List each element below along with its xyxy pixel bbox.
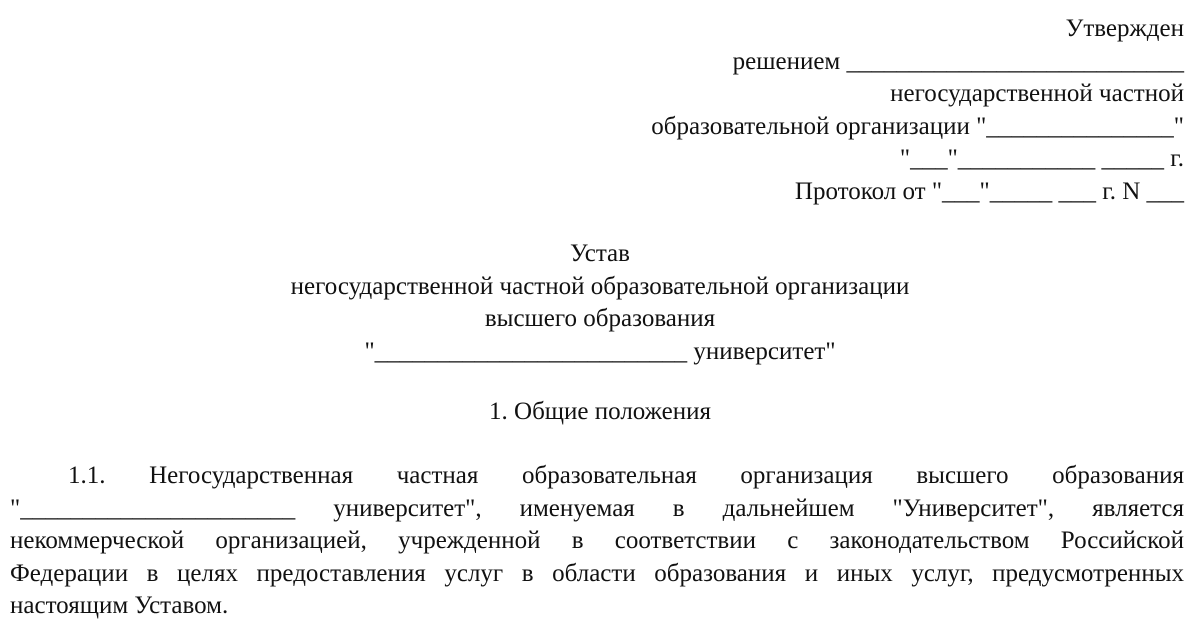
paragraph-line: настоящим Уставом.	[10, 592, 229, 619]
section-heading: 1. Общие положения	[489, 398, 711, 425]
title-line: высшего образования	[484, 305, 716, 332]
paragraph-line: 1.1. Негосударственная частная образовательная организация высшего образования	[68, 462, 1184, 489]
title-line: "_________________________ университет"	[364, 337, 836, 365]
approval-protocol-line: Протокол от "___"_____ ___ г. N ___	[794, 177, 1184, 205]
paragraph-1-1	[10, 460, 1184, 623]
title-line: негосударственной частной образовательной организации	[290, 272, 910, 300]
approval-decision-line: решением ___________________________	[732, 47, 1184, 75]
title-line: Устав	[570, 240, 630, 267]
paragraph-line: "______________________ университет", именуемая в дальнейшем "Университет", является	[10, 494, 1184, 522]
approval-block	[384, 13, 1184, 208]
paragraph-line: некоммерческой организацией, учрежденной в соответствии с законодательством Российской	[10, 527, 1184, 554]
approval-org-name-line: образовательной организации "_______________"	[651, 112, 1184, 140]
approval-org-type-line: негосударственной частной	[890, 80, 1184, 107]
approval-heading: Утвержден	[1065, 15, 1184, 42]
approval-date-line: "___"___________ _____ г.	[899, 145, 1184, 172]
paragraph-line: Федерации в целях предоставления услуг в области образования и иных услуг, предусмотренных	[10, 559, 1184, 587]
document-title	[0, 238, 1200, 368]
